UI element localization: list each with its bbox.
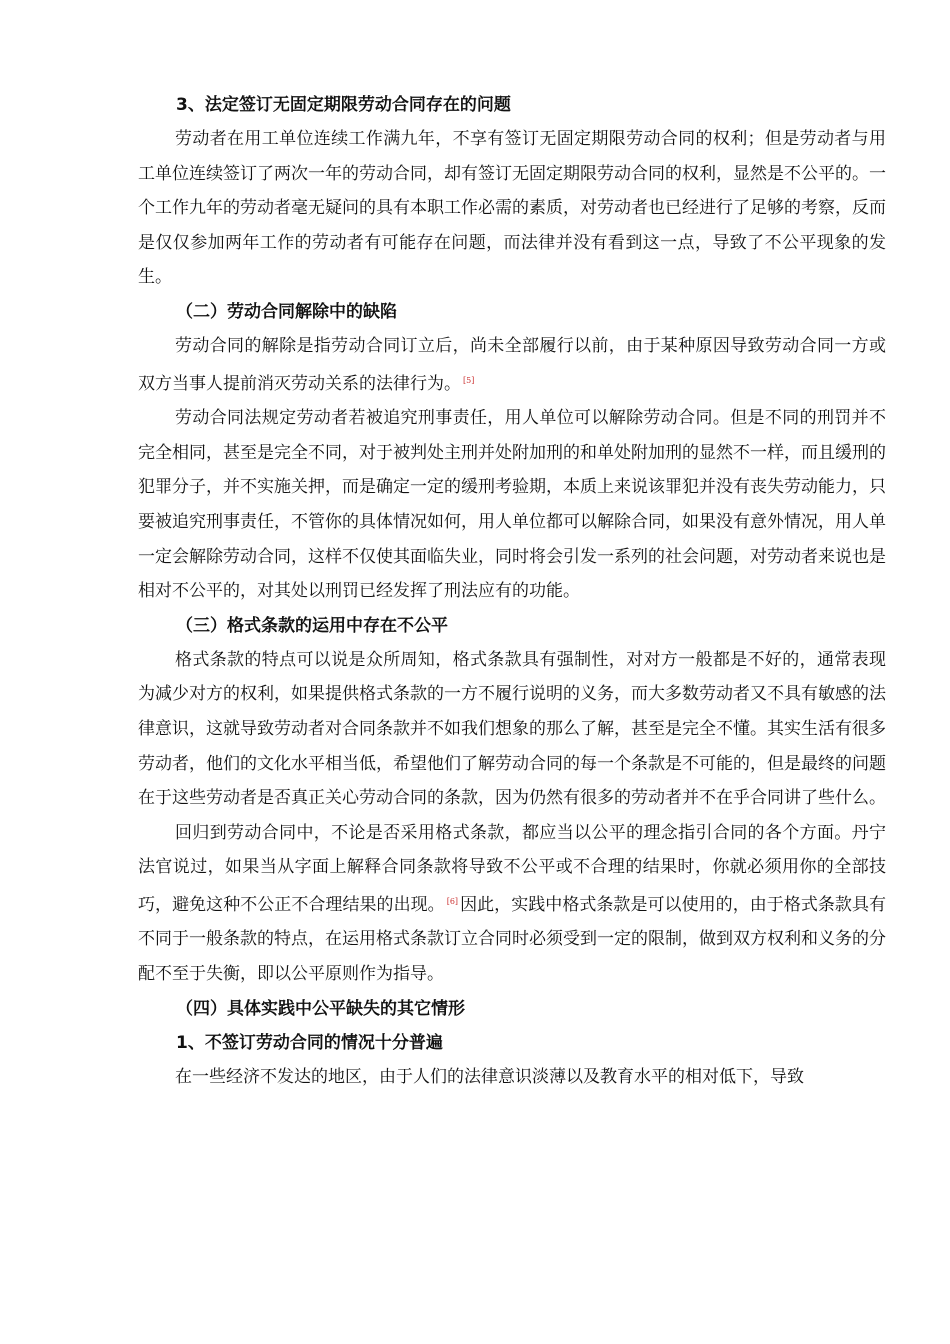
section-heading-2: （二）劳动合同解除中的缺陷: [176, 301, 397, 322]
section-heading-4: （四）具体实践中公平缺失的其它情形: [176, 998, 465, 1019]
paragraph-no-contract: 在一些经济不发达的地区，由于人们的法律意识淡薄以及教育水平的相对低下，导致: [175, 1066, 804, 1087]
citation-6[interactable]: [6]: [446, 896, 459, 906]
subsection-heading-1: 1、不签订劳动合同的情况十分普遍: [176, 1032, 443, 1053]
paragraph-text: 回归到劳动合同中，不论是否采用格式条款，都应当以公平的理念指引合同的各个方面。丹宁法官说过，如果当从字面上解释合同条款将导致不公平或不合理的结果时，你就必须用你的全部技巧，避免这种不公正不合理结果的出现。: [138, 822, 886, 915]
paragraph-unfair-nine-years: 劳动者在用工单位连续工作满九年，不享有签订无固定期限劳动合同的权利；但是劳动者与用工单位连续签订了两次一年的劳动合同，却有签订无固定期限劳动合同的权利，显然是不公平的。一个工作九年的劳动者毫无疑问的具有本职工作必需的素质，对劳动者也已经进行了足够的考察，反而是仅仅参加两年工作的劳动者有可能存在问题，而法律并没有看到这一点，导致了不公平现象的发生。: [138, 129, 886, 288]
paragraph-standard-clauses: 格式条款的特点可以说是众所周知，格式条款具有强制性，对对方一般都是不好的，通常表现为减少对方的权利，如果提供格式条款的一方不履行说明的义务，而大多数劳动者又不具有敏感的法律意识，这就导致劳动者对合同条款并不如我们想象的那么了解，甚至是完全不懂。其实生活有很多劳动者，他们的文化水平相当低，希望他们了解劳动合同的每一个条款是不可能的，但是最终的问题在于这些劳动者是否真正关心劳动合同的条款，因为仍然有很多的劳动者并不在乎合同讲了些什么。: [138, 649, 886, 809]
paragraph-contract-termination-definition: [138, 329, 886, 401]
paragraph-fairness-principle: [138, 816, 886, 992]
subsection-heading-3: 3、法定签订无固定期限劳动合同存在的问题: [176, 95, 511, 115]
citation-5[interactable]: [5]: [463, 375, 475, 385]
section-heading-3: （三）格式条款的运用中存在不公平: [176, 615, 448, 636]
paragraph-text: 劳动合同的解除是指劳动合同订立后，尚未全部履行以前，由于某种原因导致劳动合同一方或双方当事人提前消灭劳动关系的法律行为。: [138, 335, 886, 394]
paragraph-criminal-liability: 劳动合同法规定劳动者若被追究刑事责任，用人单位可以解除劳动合同。但是不同的刑罚并不完全相同，甚至是完全不同，对于被判处主刑并处附加刑的和单处附加刑的显然不一样，而且缓刑的犯罪分子，并不实施关押，而是确定一定的缓刑考验期，本质上来说该罪犯并没有丧失劳动能力，只要被追究刑事责任，不管你的具体情况如何，用人单位都可以解除合同，如果没有意外情况，用人单一定会解除劳动合同，这样不仅使其面临失业，同时将会引发一系列的社会问题，对劳动者来说也是相对不公平的，对其处以刑罚已经发挥了刑法应有的功能。: [138, 408, 886, 602]
paragraph-text: 因此，实践中格式条款是可以使用的，由于格式条款具有不同于一般条款的特点，在运用格式条款订立合同时必须受到一定的限制，做到双方权利和义务的分配不至于失衡，即以公平原则作为指导。: [138, 894, 887, 985]
